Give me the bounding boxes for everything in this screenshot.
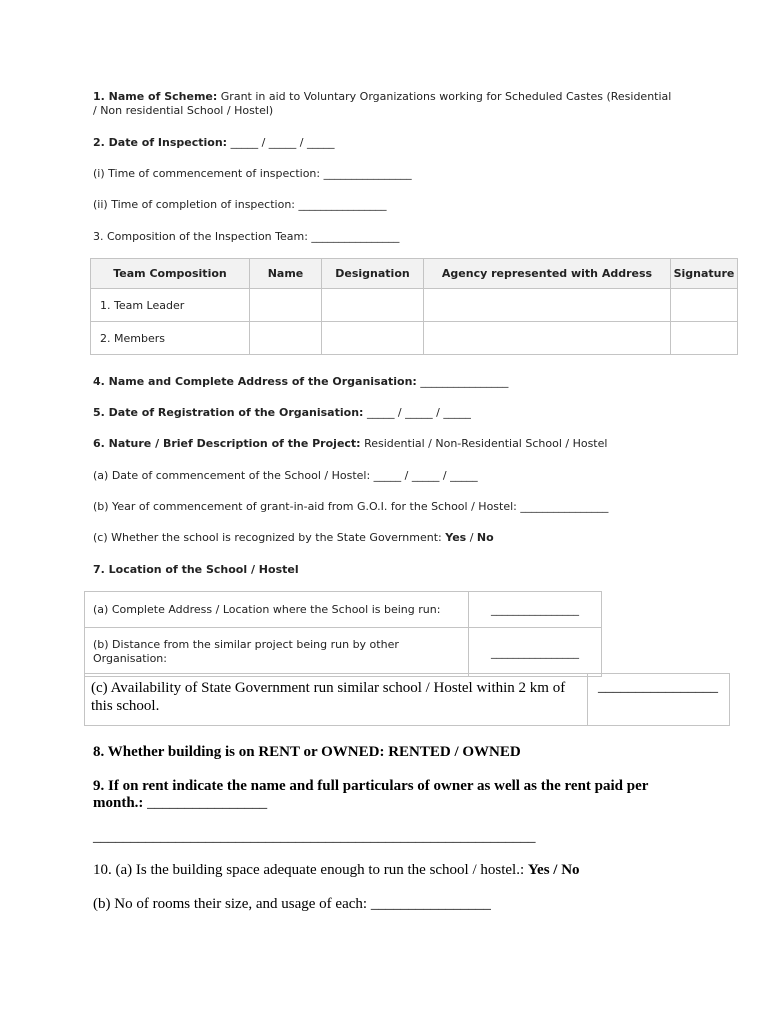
q4-line <box>93 375 508 388</box>
q9-cont: month.: <box>93 795 144 811</box>
q10b-line <box>93 896 491 913</box>
team-header-agency: Agency represented with Address <box>424 259 671 289</box>
q1-value: Grant in aid to Voluntary Organizations working for Scheduled Castes (Residential <box>220 90 672 103</box>
q7-label: 7. Location of the School / Hostel <box>93 563 299 576</box>
loc-a-blank[interactable]: ________________ <box>469 592 602 628</box>
q2-line <box>93 136 335 149</box>
team-table <box>90 258 738 355</box>
q6-value: Residential / Non-Residential School / Hostel <box>364 437 608 450</box>
q1-value-cont: / Non residential School / Hostel) <box>93 104 274 117</box>
team-cell[interactable] <box>424 322 671 355</box>
q6c-line <box>93 531 494 544</box>
team-header-name: Name <box>250 259 322 289</box>
q6-label: 6. Nature / Brief Description of the Project: <box>93 437 361 450</box>
q2-label: 2. Date of Inspection: <box>93 136 228 149</box>
q7-line <box>93 563 299 576</box>
q6b-line: (b) Year of commencement of grant-in-aid from G.O.I. for the School / Hostel: ________________ <box>93 500 609 513</box>
q6c-text: (c) Whether the school is recognized by the State Government: <box>93 531 442 544</box>
loc-b-blank[interactable]: ________________ <box>469 628 602 677</box>
q10a-yes-no: Yes / No <box>527 862 580 878</box>
q2i-line: (i) Time of commencement of inspection: ________________ <box>93 167 412 180</box>
q10b-text: (b) No of rooms their size, and usage of each: <box>93 896 368 912</box>
q5-line <box>93 406 471 419</box>
table-row <box>85 674 730 726</box>
table-row <box>91 289 738 322</box>
q6c-yes: Yes <box>445 531 467 544</box>
table-row <box>85 628 602 677</box>
team-header-designation: Designation <box>322 259 424 289</box>
q9-blank: ________________ <box>147 795 268 811</box>
q9-line-cont <box>93 795 267 812</box>
q4-label: 4. Name and Complete Address of the Organisation: <box>93 375 417 388</box>
table-row <box>85 592 602 628</box>
q5-label: 5. Date of Registration of the Organisation: <box>93 406 364 419</box>
team-header-signature: Signature <box>671 259 738 289</box>
loc-a-label: (a) Complete Address / Location where the School is being run: <box>85 592 469 628</box>
q2ii-line: (ii) Time of completion of inspection: ________________ <box>93 198 387 211</box>
team-cell[interactable] <box>424 289 671 322</box>
location-table <box>84 591 602 677</box>
team-cell[interactable] <box>671 289 738 322</box>
q1-line-cont <box>93 104 273 117</box>
q2-blank: _____ / _____ / _____ <box>230 136 335 149</box>
team-cell[interactable] <box>322 289 424 322</box>
q4-blank: ________________ <box>420 375 509 388</box>
team-table-header <box>91 259 738 289</box>
loc-c-blank[interactable]: ________________ <box>588 674 730 726</box>
q10a-text: 10. (a) Is the building space adequate enough to run the school / hostel.: <box>93 862 525 878</box>
q6-line <box>93 437 607 450</box>
q6a-line: (a) Date of commencement of the School / Hostel: _____ / _____ / _____ <box>93 469 478 482</box>
q10a-line <box>93 862 580 879</box>
team-cell[interactable] <box>250 322 322 355</box>
q9-line: 9. If on rent indicate the name and full particulars of owner as well as the rent paid per <box>93 778 649 794</box>
q10b-blank: ________________ <box>370 896 491 912</box>
location-c-table <box>84 673 730 726</box>
team-header-composition: Team Composition <box>91 259 250 289</box>
loc-c-label: (c) Availability of State Government run similar school / Hostel within 2 km of this school. <box>85 674 588 726</box>
q6c-no: No <box>476 531 494 544</box>
q3-line: 3. Composition of the Inspection Team: ________________ <box>93 230 400 243</box>
team-cell[interactable] <box>250 289 322 322</box>
q5-blank: _____ / _____ / _____ <box>366 406 471 419</box>
q9-long-blank: ___________________________________________________________ <box>93 829 536 845</box>
team-cell[interactable] <box>322 322 424 355</box>
q1-line <box>93 90 671 103</box>
team-cell[interactable] <box>671 322 738 355</box>
table-row <box>91 322 738 355</box>
loc-b-label: (b) Distance from the similar project being run by other Organisation: <box>85 628 469 677</box>
team-row-label: 2. Members <box>91 322 250 355</box>
q6c-sep: / <box>469 531 474 544</box>
q1-label: 1. Name of Scheme: <box>93 90 218 103</box>
q8-line: 8. Whether building is on RENT or OWNED: RENTED / OWNED <box>93 744 521 760</box>
team-row-label: 1. Team Leader <box>91 289 250 322</box>
